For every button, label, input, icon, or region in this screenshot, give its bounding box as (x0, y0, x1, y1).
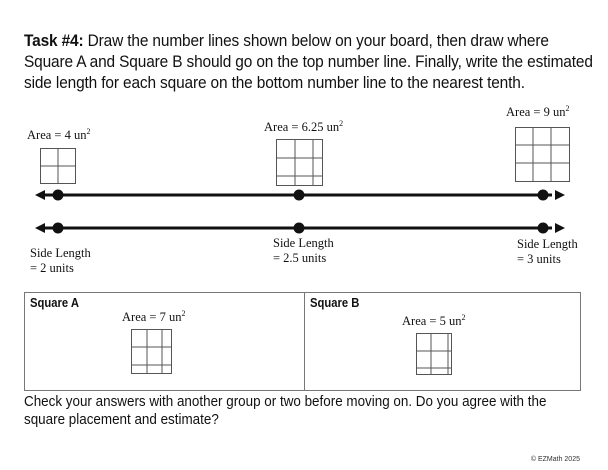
arrow-right-icon (555, 223, 565, 233)
arrow-right-icon (555, 190, 565, 200)
area-label-9: Area = 9 $un^2$ (506, 104, 570, 119)
check-answers-prompt: Check your answers with another group or two before moving on. Do you agree with the square placement and estimate? (24, 394, 547, 428)
point-icon (53, 190, 64, 201)
square-a-area: Area = 7 $un^2$ (122, 309, 186, 324)
task-text: Draw the number lines shown below on your board, then draw where Square A and Square B should go on the top number line. Finally, write the estimated side length for each square on the bottom number line to the nearest tenth. (24, 31, 593, 92)
arrow-left-icon (35, 223, 45, 233)
arrow-left-icon (35, 190, 45, 200)
task-heading: Task #4: (24, 31, 84, 50)
square-b-area: Area = 5 $un^2$ (402, 313, 466, 328)
area-label-4: Area = 4 $un^2$ (27, 127, 91, 142)
square-a-grid-icon (131, 329, 173, 375)
point-icon (53, 223, 64, 234)
copyright: © EZMath 2025 (530, 456, 580, 463)
point-icon (538, 190, 549, 201)
point-icon (538, 223, 549, 234)
point-icon (294, 223, 305, 234)
square-b-grid-icon (416, 333, 453, 376)
side-length-label-3: Side Length = 3 units (517, 237, 578, 266)
square-a-cell (25, 293, 305, 390)
side-length-label-2-5: Side Length = 2.5 units (273, 236, 334, 265)
top-number-line (35, 190, 565, 201)
square-b-cell (305, 293, 581, 390)
bottom-number-line (35, 223, 565, 234)
point-icon (294, 190, 305, 201)
square-b-title: Square B (310, 296, 360, 310)
square-a-title: Square A (30, 296, 79, 310)
squares-table (24, 292, 581, 391)
area-label-6-25: Area = 6.25 $un^2$ (264, 119, 344, 134)
side-length-label-2: Side Length = 2 units (30, 246, 91, 275)
